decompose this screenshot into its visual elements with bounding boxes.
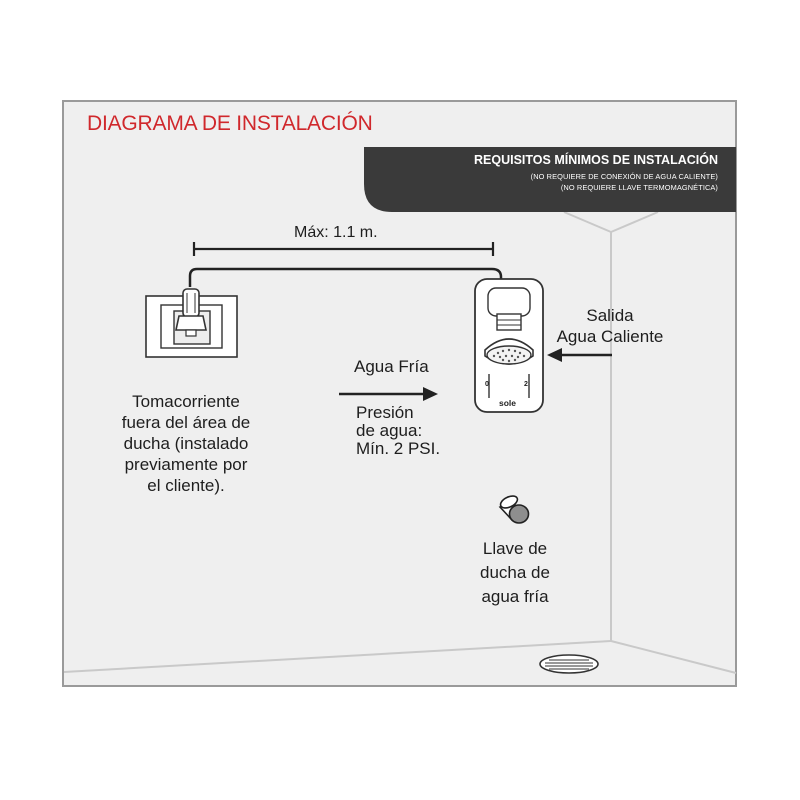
pressure-label-line: Presión: [356, 403, 414, 422]
requirements-title: REQUISITOS MÍNIMOS DE INSTALACIÓN: [474, 153, 718, 167]
valve-label: [460, 537, 570, 609]
outlet-label-line: ducha (instalado: [123, 434, 249, 453]
outlet-label-line: previamente por: [124, 455, 248, 474]
requirements-note-hot-water: (NO REQUIERE DE CONEXIÓN DE AGUA CALIENTE): [530, 172, 718, 181]
outlet-label: [100, 391, 272, 496]
floor-drain-icon: [540, 655, 598, 673]
hot-water-label-line: Salida: [586, 306, 634, 325]
shower-dial-min: 0: [485, 381, 489, 388]
valve-label-line: Llave de: [482, 539, 548, 558]
max-distance-label: Máx: 1.1 m.: [294, 224, 378, 241]
electric-shower-icon: [475, 279, 543, 412]
pressure-label-line: de agua:: [356, 421, 423, 440]
outlet-label-line: el cliente).: [147, 476, 225, 495]
hot-water-outlet-label: [548, 305, 672, 347]
valve-label-line: ducha de: [480, 563, 550, 582]
shower-dial-max: 2: [524, 381, 528, 388]
outlet-label-line: Tomacorriente: [132, 392, 240, 411]
hot-water-label-line: Agua Caliente: [556, 327, 664, 346]
outlet-label-line: fuera del área de: [121, 413, 251, 432]
requirements-note-breaker: (NO REQUIERE LLAVE TERMOMAGNÉTICA): [560, 183, 718, 192]
wall-outlet-icon: [146, 289, 237, 357]
diagram-title: DIAGRAMA DE INSTALACIÓN: [87, 112, 373, 135]
shower-brand: sole: [499, 398, 517, 408]
valve-label-line: agua fría: [481, 587, 549, 606]
cold-water-label: Agua Fría: [354, 357, 429, 376]
pressure-label-line: Mín. 2 PSI.: [356, 439, 441, 458]
water-pressure-label: [356, 404, 440, 458]
